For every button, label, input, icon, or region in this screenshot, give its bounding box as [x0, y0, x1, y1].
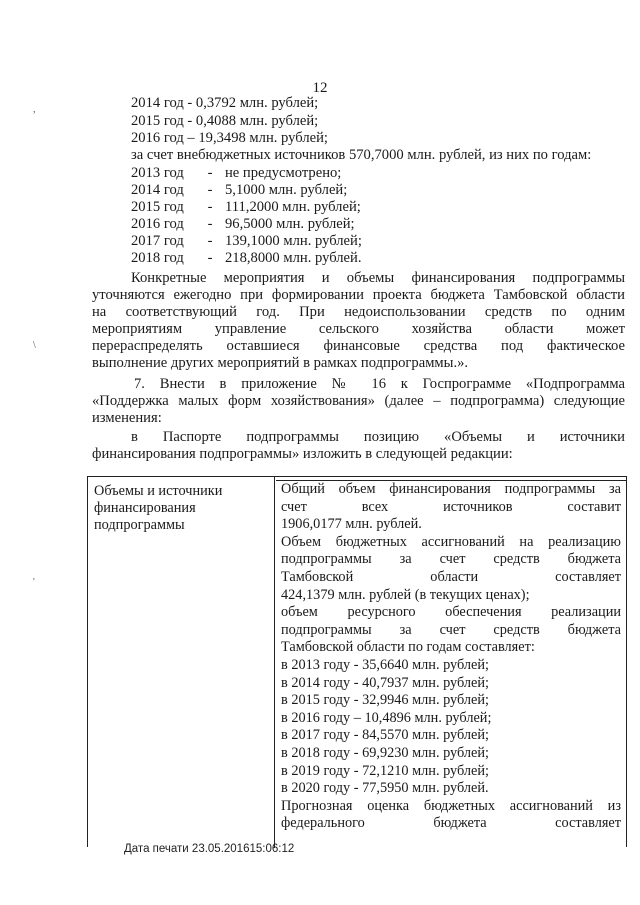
paragraph-line: «Поддержка малых форм хозяйствования» (далее – подпрограмма) следующие — [92, 393, 625, 409]
paragraph-line: Конкретные мероприятия и объемы финансирования подпрограммы — [131, 270, 625, 286]
print-date-footer: Дата печати 23.05.201615:06:12 — [124, 843, 295, 855]
page-number: 12 — [312, 80, 328, 96]
paragraph-line: финансирования подпрограммы» изложить в следующей редакции: — [92, 446, 513, 462]
table-value-line: в 2016 году – 10,4896 млн. рублей; — [281, 709, 492, 726]
table-value-line: в 2015 году - 32,9946 млн. рублей; — [281, 692, 490, 709]
year-value: не предусмотрено; — [225, 165, 342, 181]
year-label: 2013 год — [131, 165, 184, 181]
year-list-item — [131, 182, 347, 199]
year-list-item — [131, 216, 355, 233]
table-value-line: подпрограммы за счет средств бюджета — [281, 551, 621, 568]
year-value: 139,1000 млн. рублей; — [225, 233, 362, 249]
year-value: 5,1000 млн. рублей; — [225, 182, 348, 198]
table-value-line: подпрограммы за счет средств бюджета — [281, 621, 621, 638]
year-dash: - — [207, 165, 213, 181]
table-value-line: в 2013 году - 35,6640 млн. рублей; — [281, 657, 490, 673]
table-value-line: объем ресурсного обеспечения реализации — [281, 604, 621, 621]
table-value-line: счет всех источников составит — [281, 498, 621, 515]
year-label: 2015 год — [131, 199, 184, 215]
year-label: 2016 год — [131, 216, 184, 232]
year-dash: - — [207, 182, 213, 198]
paragraph-line: на соответствующий год. При недоиспользовании средств по одним — [92, 304, 625, 320]
table-value-line: в 2020 году - 77,5950 млн. рублей. — [281, 780, 489, 797]
year-dash: - — [207, 233, 213, 249]
table-value-line: 1906,0177 млн. рублей. — [281, 516, 422, 533]
margin-mark: , — [33, 104, 36, 115]
table-label-line: Объемы и источники — [94, 483, 223, 499]
table-label-line: финансирования — [94, 500, 196, 516]
year-label: 2018 год — [131, 250, 184, 266]
table-value-line: в 2018 году - 69,9230 млн. рублей; — [281, 745, 490, 761]
table-value-line: 424,1379 млн. рублей (в текущих ценах); — [281, 586, 530, 603]
year-label: 2014 год — [131, 182, 184, 198]
table-label-cell — [94, 483, 272, 534]
table-value-line: Прогнозная оценка бюджетных ассигнований из — [281, 797, 621, 814]
table-value-line: Тамбовской области по годам составляет: — [281, 639, 535, 656]
table-column-divider — [274, 477, 275, 848]
body-line: 2015 год - 0,4088 млн. рублей; — [131, 113, 319, 129]
year-list-item — [131, 199, 361, 216]
paragraph-line: уточняются ежегодно при формировании проекта бюджета Тамбовской области — [92, 287, 625, 303]
table-value-line: федерального бюджета составляет — [281, 815, 621, 832]
table-value-line: Общий объем финансирования подпрограммы за — [281, 481, 621, 497]
paragraph-line: выполнение других мероприятий в рамках подпрограммы.». — [92, 355, 469, 371]
year-dash: - — [207, 216, 213, 232]
year-value: 96,5000 млн. рублей; — [225, 216, 355, 232]
year-list-item — [131, 233, 362, 250]
paragraph-line: перераспределять оставшиеся финансовые средства под фактическое — [92, 338, 625, 354]
year-list-item — [131, 165, 341, 182]
table-value-line: в 2019 году - 72,1210 млн. рублей; — [281, 762, 490, 779]
year-list-item — [131, 250, 362, 267]
margin-mark: ' — [33, 577, 35, 588]
year-dash: - — [207, 199, 213, 215]
paragraph-line: 7. Внести в приложение № 16 к Госпрограмме «Подпрограмма — [134, 376, 625, 392]
margin-mark: \ — [33, 340, 36, 351]
table-value-line: в 2017 году - 84,5570 млн. рублей; — [281, 727, 490, 744]
paragraph-line: изменения: — [92, 410, 162, 426]
table-value-line: Объем бюджетных ассигнований на реализацию — [281, 533, 621, 550]
year-label: 2017 год — [131, 233, 184, 249]
paragraph-line: в Паспорте подпрограммы позицию «Объемы и источники — [131, 429, 625, 445]
body-line: 2014 год - 0,3792 млн. рублей; — [131, 95, 319, 111]
table-value-line: Тамбовской области составляет — [281, 569, 621, 585]
body-line: за счет внебюджетных источников 570,7000 млн. рублей, из них по годам: — [131, 147, 592, 163]
passport-table — [87, 476, 627, 847]
paragraph-line: мероприятиям управление сельского хозяйства области может — [92, 321, 625, 337]
body-line: 2016 год – 19,3498 млн. рублей; — [131, 130, 328, 146]
year-value: 111,2000 млн. рублей; — [225, 199, 361, 215]
year-dash: - — [207, 250, 213, 266]
table-value-line: в 2014 году - 40,7937 млн. рублей; — [281, 674, 490, 691]
table-label-line: подпрограммы — [94, 517, 185, 533]
year-value: 218,8000 млн. рублей. — [225, 250, 362, 266]
